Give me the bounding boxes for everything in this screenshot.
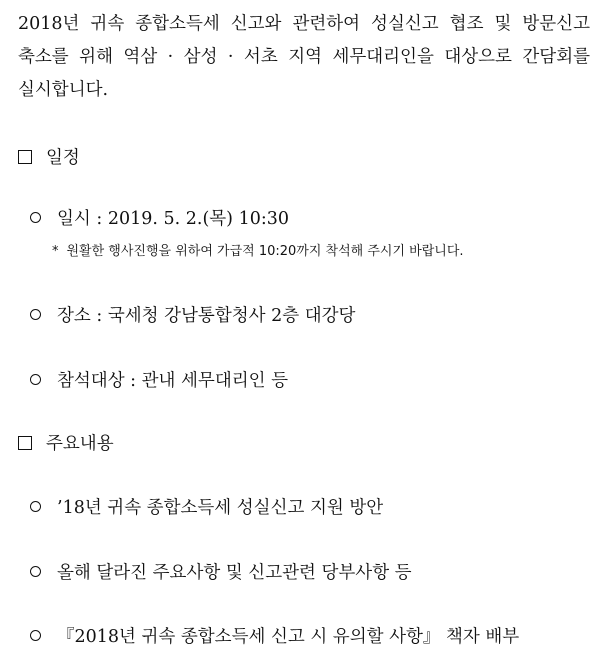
schedule-note-text: 원활한 행사진행을 위하여 가급적 10:20까지 착석해 주시기 바랍니다. bbox=[66, 244, 464, 259]
note-mark: * bbox=[52, 244, 59, 259]
circle-bullet-icon bbox=[30, 309, 41, 320]
schedule-note bbox=[52, 240, 464, 259]
circle-bullet-icon bbox=[30, 501, 41, 512]
section-contents-label: 주요내용 bbox=[46, 434, 114, 454]
schedule-attendees-item bbox=[30, 367, 288, 392]
schedule-place-item bbox=[30, 302, 355, 327]
circle-bullet-icon bbox=[30, 566, 41, 577]
schedule-datetime-item bbox=[30, 205, 289, 230]
section-schedule-label: 일정 bbox=[46, 148, 80, 168]
section-schedule-heading bbox=[18, 144, 80, 169]
intro-paragraph: 2018년 귀속 종합소득세 신고와 관련하여 성실신고 협조 및 방문신고 축소를 위해 역삼 · 삼성 · 서초 지역 세무대리인을 대상으로 간담회를 실시합니다. bbox=[18, 14, 590, 100]
contents-item-text: 『2018년 귀속 종합소득세 신고 시 유의할 사항』 책자 배부 bbox=[57, 627, 520, 647]
circle-bullet-icon bbox=[30, 212, 41, 223]
circle-bullet-icon bbox=[30, 630, 41, 641]
square-bullet-icon bbox=[18, 436, 32, 450]
schedule-place-text: 장소 : 국세청 강남통합청사 2층 대강당 bbox=[57, 306, 356, 326]
contents-item-text: 올해 달라진 주요사항 및 신고관련 당부사항 등 bbox=[57, 563, 412, 583]
schedule-attendees-text: 참석대상 : 관내 세무대리인 등 bbox=[57, 371, 289, 391]
contents-item bbox=[30, 494, 383, 519]
contents-item bbox=[30, 559, 412, 584]
section-contents-heading bbox=[18, 430, 114, 455]
square-bullet-icon bbox=[18, 150, 32, 164]
contents-item-text: ’18년 귀속 종합소득세 성실신고 지원 방안 bbox=[57, 498, 384, 518]
contents-item bbox=[30, 623, 519, 648]
circle-bullet-icon bbox=[30, 374, 41, 385]
schedule-datetime-text: 일시 : 2019. 5. 2.(목) 10:30 bbox=[57, 209, 290, 229]
